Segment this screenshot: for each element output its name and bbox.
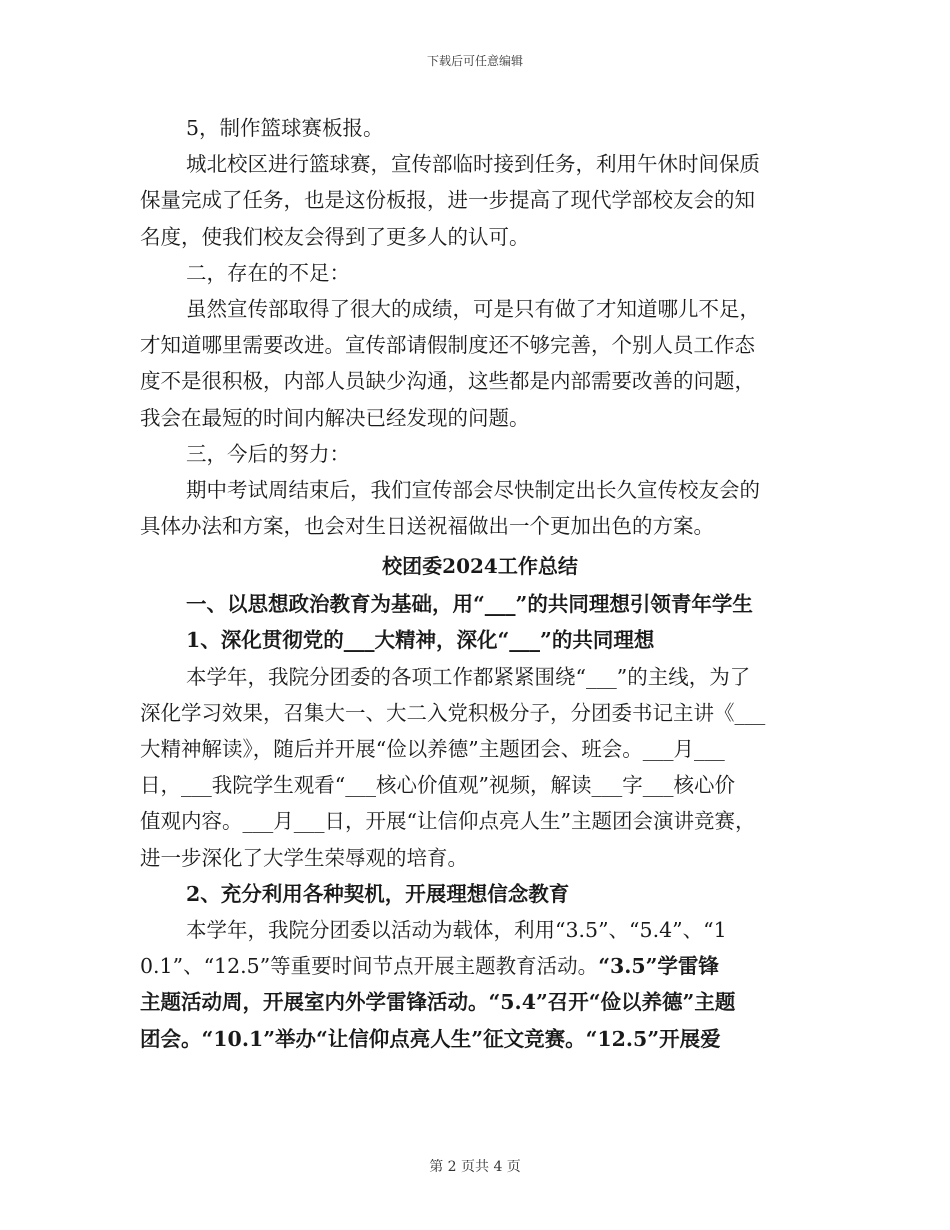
document-body (140, 110, 820, 1057)
paragraph-line: 才知道哪里需要改进。宣传部请假制度还不够完善，个别人员工作态 (140, 333, 755, 358)
paragraph-line: 虽然宣传部取得了很大的成绩，可是只有做了才知道哪儿不足， (186, 296, 760, 321)
paragraph-line: 进一步深化了大学生荣辱观的培育。 (140, 845, 468, 870)
paragraph-line: 城北校区进行篮球赛，宣传部临时接到任务，利用午休时间保质 (186, 152, 760, 177)
paragraph-line: 大精神解读》，随后并开展“俭以养德”主题团会、班会。___月___ (140, 737, 725, 761)
paragraph-line: 本学年，我院分团委以活动为载体，利用“3.5”、“5.4”、“1 (186, 917, 727, 942)
paragraph-line: 深化学习效果，召集大一、大二入党积极分子，分团委书记主讲《___ (140, 700, 766, 725)
list-item-5: 5，制作篮球赛板报。 (186, 116, 384, 140)
heading-level-2: 2、充分利用各种契机，开展理想信念教育 (186, 881, 570, 906)
paragraph-line-mixed (140, 948, 820, 984)
paragraph-line: 保量完成了任务，也是这份板报，进一步提高了现代学部校友会的知 (140, 188, 755, 213)
paragraph-line: 期中考试周结束后，我们宣传部会尽快制定出长久宣传校友会的 (186, 477, 760, 502)
page-header: 下载后可任意编辑 (426, 54, 523, 68)
paragraph-line: 值观内容。___月___日，开展“让信仰点亮人生”主题团会演讲竞赛， (140, 809, 756, 834)
paragraph-line: 本学年，我院分团委的各项工作都紧紧围绕“___”的主线，为了 (186, 664, 751, 689)
section-heading-future: 三，今后的努力： (186, 441, 350, 466)
paragraph-line: 日，___我院学生观看“___核心价值观”视频，解读___字___核心价 (140, 773, 735, 798)
document-title: 校团委2024工作总结 (382, 554, 578, 579)
bold-text: “3.5”学雷锋 (598, 954, 719, 979)
paragraph-line: 我会在最短的时间内解决已经发现的问题。 (140, 405, 530, 430)
paragraph-line: 具体办法和方案，也会对生日送祝福做出一个更加出色的方案。 (140, 514, 714, 539)
paragraph-text: 0.1”、“12.5”等重要时间节点开展主题教育活动。 (140, 954, 599, 979)
section-heading-shortcomings: 二，存在的不足： (186, 260, 350, 285)
paragraph-line-bold: 主题活动周，开展室内外学雷锋活动。“5.4”召开“俭以养德”主题 (140, 990, 736, 1015)
heading-level-2: 1、深化贯彻党的___大精神，深化“___”的共同理想 (186, 628, 655, 653)
paragraph-line-bold: 团会。“10.1”举办“让信仰点亮人生”征文竞赛。“12.5”开展爱 (140, 1026, 721, 1051)
paragraph-line: 名度，使我们校友会得到了更多人的认可。 (140, 224, 530, 249)
heading-level-1: 一、以思想政治教育为基础，用“___”的共同理想引领青年学生 (186, 592, 753, 617)
page-footer: 第 2 页共 4 页 (429, 1159, 521, 1175)
paragraph-line: 度不是很积极，内部人员缺少沟通，这些都是内部需要改善的问题， (140, 369, 755, 394)
